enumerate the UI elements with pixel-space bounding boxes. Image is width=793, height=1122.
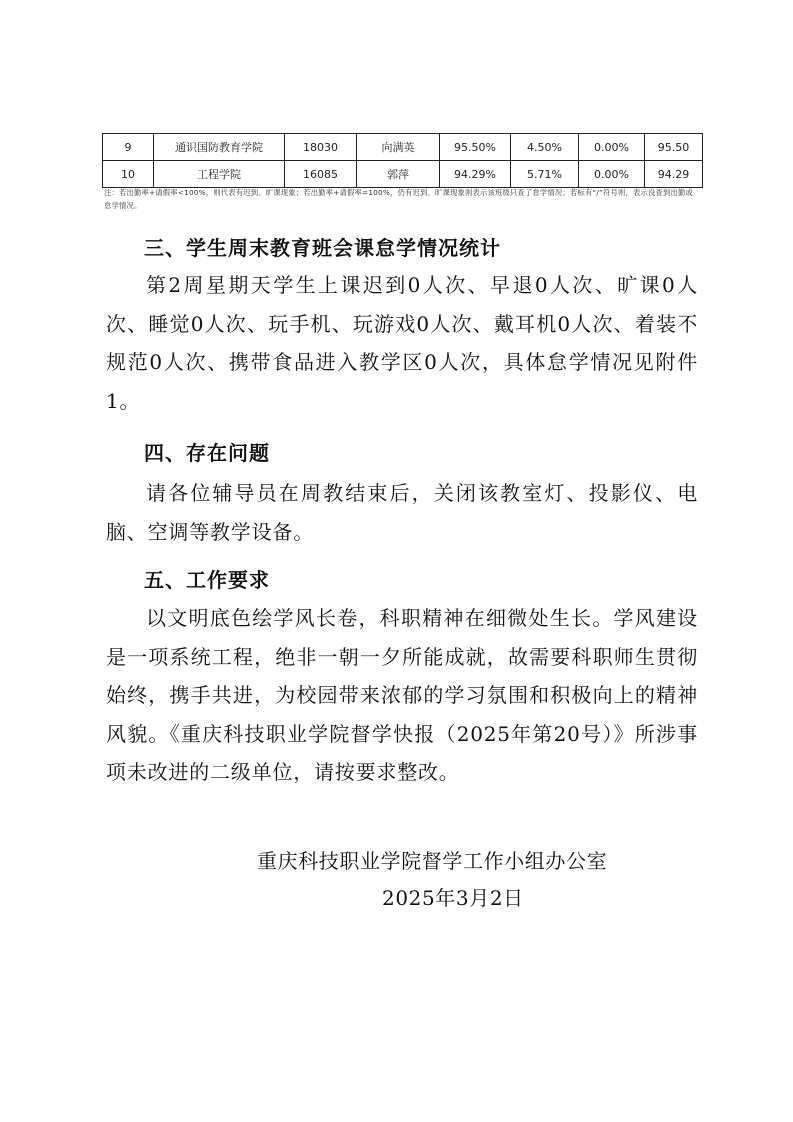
section-body-4: 请各位辅导员在周教结束后，关闭该教室灯、投影仪、电脑、空调等教学设备。 <box>106 481 698 544</box>
table-cell-attendance-rate: 94.29% <box>440 161 511 188</box>
table-row <box>103 134 703 161</box>
issue-date: 2025年3月2日 <box>382 886 524 910</box>
table-row <box>103 161 703 188</box>
table-cell-leave-rate: 5.71% <box>511 161 579 188</box>
table-cell-leave-rate: 4.50% <box>511 134 579 161</box>
table-cell-person: 向满英 <box>357 134 440 161</box>
issuing-office: 重庆科技职业学院督学工作小组办公室 <box>257 849 608 873</box>
table-cell-code: 16085 <box>285 161 357 188</box>
table-cell-college: 通识国防教育学院 <box>154 134 285 161</box>
table-cell-index: 10 <box>103 161 154 188</box>
section-heading-4: 四、存在问题 <box>144 441 270 465</box>
section-heading-3: 三、学生周末教育班会课怠学情况统计 <box>144 236 501 260</box>
attendance-table <box>102 133 703 188</box>
table-cell-absence-rate: 0.00% <box>579 161 645 188</box>
table-cell-score: 95.50 <box>645 134 703 161</box>
table-cell-attendance-rate: 95.50% <box>440 134 511 161</box>
section-body-3: 第2周星期天学生上课迟到0人次、早退0人次、旷课0人次、睡觉0人次、玩手机、玩游戏0人次、戴耳机0人次、着装不规范0人次、携带食品进入教学区0人次，具体怠学情况见附件1。 <box>106 273 698 413</box>
table-cell-score: 94.29 <box>645 161 703 188</box>
table-cell-index: 9 <box>103 134 154 161</box>
section-body-5: 以文明底色绘学风长卷，科职精神在细微处生长。学风建设是一项系统工程，绝非一朝一夕所能成就，故需要科职师生贯彻始终，携手共进，为校园带来浓郁的学习氛围和积极向上的精神风貌。《重庆科技职业学院督学快报（2025年第20号）》所涉事项未改进的二级单位，请按要求整改。 <box>106 606 698 785</box>
section-heading-5: 五、工作要求 <box>144 568 270 592</box>
table-cell-person: 郭萍 <box>357 161 440 188</box>
table-cell-college: 工程学院 <box>154 161 285 188</box>
table-cell-code: 18030 <box>285 134 357 161</box>
table-cell-absence-rate: 0.00% <box>579 134 645 161</box>
table-note: 注：若出勤率+请假率<100%，则代表有迟到、旷课现象；若出勤率+请假率=100%，仍有迟到、旷课现象则表示该班级只查了怠学情况；若标有“/”符号则，表示没查到出勤或怠学情况。 <box>104 188 693 210</box>
